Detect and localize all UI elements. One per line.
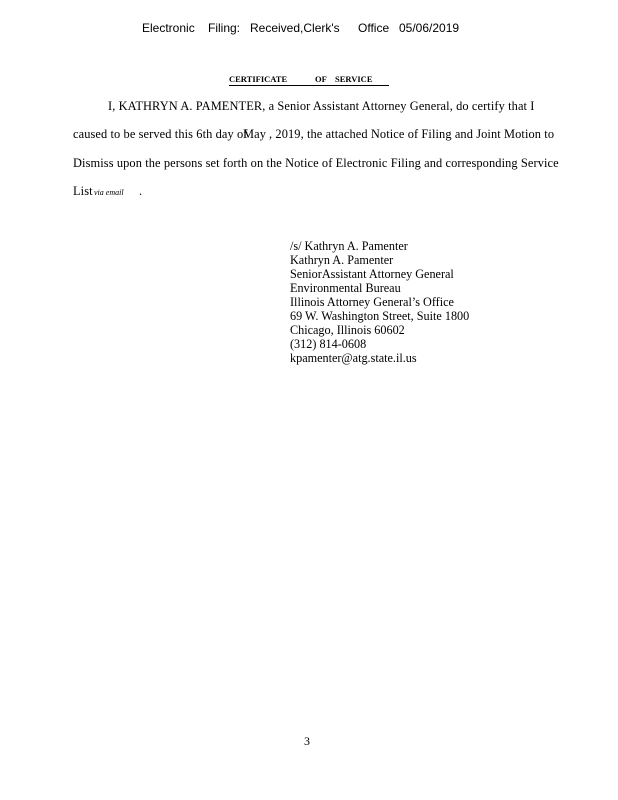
title-word-of: OF: [315, 74, 327, 84]
signer-office: Illinois Attorney General’s Office: [290, 295, 454, 309]
signer-name: Kathryn A. Pamenter: [290, 253, 394, 267]
stamp-date: 05/06/2019: [399, 21, 460, 35]
body-line-4-period: .: [139, 184, 143, 198]
signer-phone: (312) 814-0608: [290, 337, 367, 351]
body-line-2-start: caused to be served this 6th day of: [73, 127, 248, 141]
stamp-electronic: Electronic: [142, 21, 195, 35]
signer-bureau: Environmental Bureau: [290, 281, 401, 295]
signature-line: /s/ Kathryn A. Pamenter: [290, 239, 408, 253]
body-line-2-month: May: [243, 127, 267, 141]
document-title: [229, 74, 389, 86]
body-line-1: I, KATHRYN A. PAMENTER, a Senior Assistant Attorney General, do certify that I: [108, 99, 535, 113]
address-city: Chicago, Illinois 60602: [290, 323, 405, 337]
body-line-4-list: List: [73, 184, 93, 198]
stamp-received-clerks: Received,Clerk's: [250, 21, 340, 35]
stamp-office: Office: [358, 21, 390, 35]
title-word-certificate: CERTIFICATE: [229, 74, 288, 84]
body-line-3: Dismiss upon the persons set forth on the Notice of Electronic Filing and corresponding Service: [73, 156, 559, 170]
signer-position: SeniorAssistant Attorney General: [290, 267, 454, 281]
page-number: 3: [304, 734, 310, 748]
title-word-service: SERVICE: [335, 74, 373, 84]
body-line-2-end: , 2019, the attached Notice of Filing and Joint Motion to: [269, 127, 555, 141]
stamp-filing: Filing:: [208, 21, 241, 35]
body-line-4-via-email: via email: [94, 188, 124, 197]
address-street: 69 W. Washington Street, Suite 1800: [290, 309, 470, 323]
signer-email: kpamenter@atg.state.il.us: [290, 351, 417, 365]
